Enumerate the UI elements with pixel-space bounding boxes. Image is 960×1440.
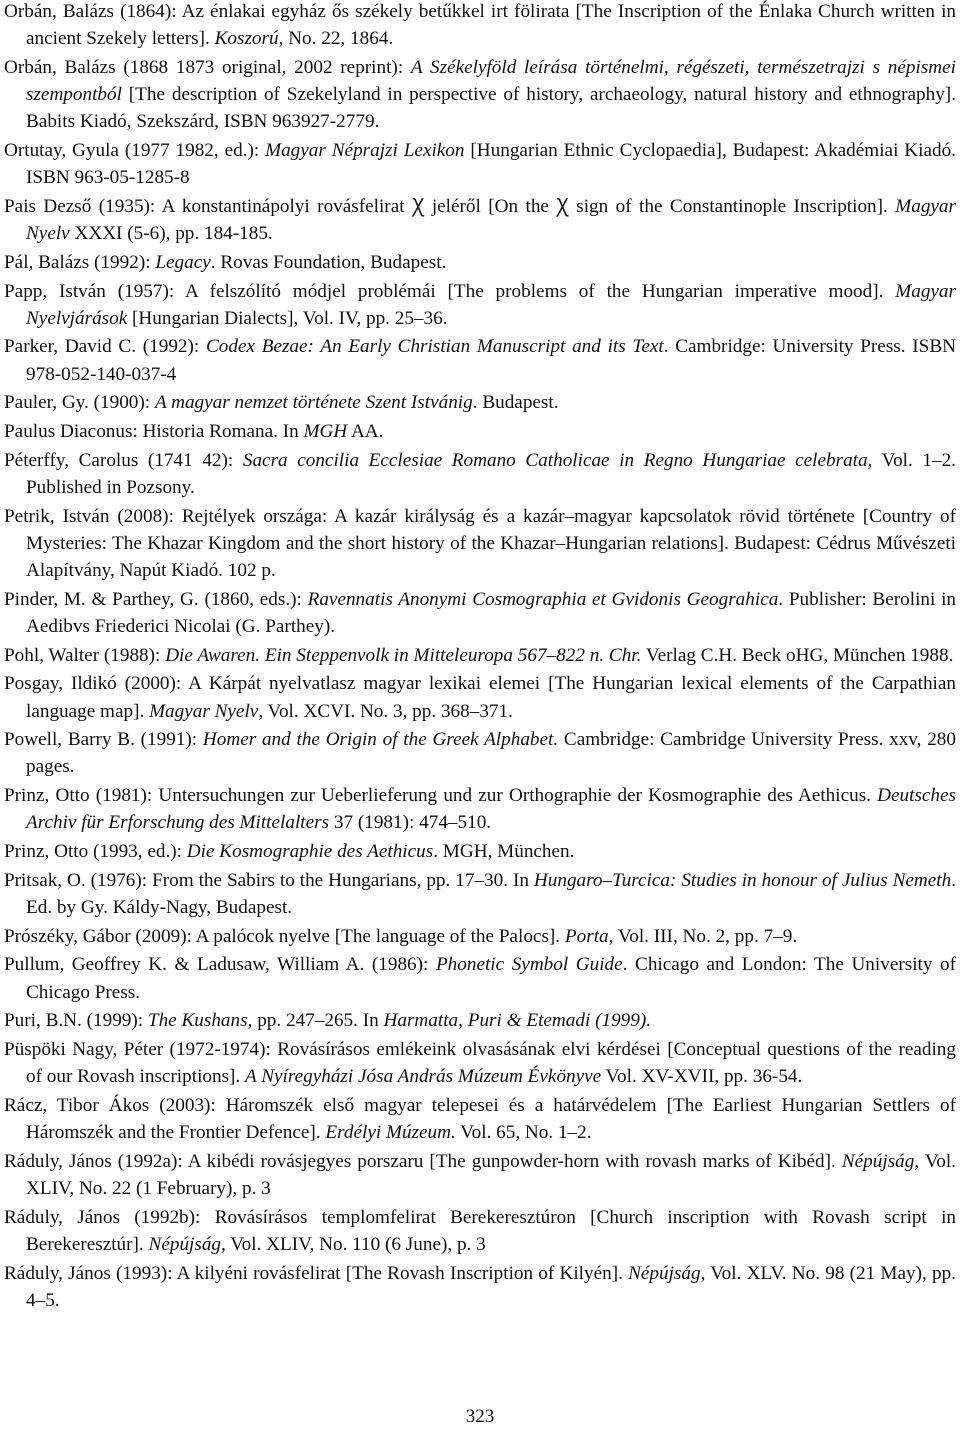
reference-entry	[4, 503, 956, 585]
reference-text: . Chicago and London: The University of Chicago Press.	[26, 954, 957, 1003]
reference-text: Vol. XLIV, No. 110 (6 June), p. 3	[225, 1233, 486, 1255]
reference-text: Pullum, Geoffrey K. & Ladusaw, William A. (1986):	[4, 954, 436, 976]
reference-entry	[4, 1148, 956, 1202]
reference-title-italic: Homer and the Origin of the Greek Alphabet.	[202, 729, 559, 751]
reference-text: . Ed. by Gy. Káldy-Nagy, Budapest.	[26, 869, 957, 918]
reference-text: Ráduly, János (1992a): A kibédi rovásjegyes porszaru [The gunpowder-horn with rovash marks of Kibéd].	[4, 1150, 842, 1172]
reference-text: Pais Dezső (1935): A konstantinápolyi rovásfelirat	[4, 195, 412, 217]
reference-entry	[4, 249, 956, 276]
reference-entry	[4, 642, 956, 669]
reference-entry	[4, 1260, 956, 1314]
reference-text: Vol. XLIV, No. 22 (1 February), p. 3	[26, 1150, 956, 1200]
reference-title-italic: Magyar Nyelv	[26, 195, 956, 245]
reference-text: [The description of Szekelyland in perspective of history, archaeology, natural history and ethnography]. Babits Kiadó, Szekszárd, ISBN 963927-2779.	[26, 84, 956, 133]
reference-entry	[4, 0, 956, 52]
reference-text: Rácz, Tibor Ákos (2003): Háromszék első magyar telepesei és a határvédelem [The Earliest Hungarian Settlers of Háromszék and the Frontier Defence].	[4, 1094, 956, 1144]
reference-entry	[4, 782, 956, 836]
reference-text: , Vol. 1–2. Published in Pozsony.	[26, 449, 956, 498]
reference-entry	[4, 867, 956, 921]
reference-text: Cambridge: Cambridge University Press. xxv, 280 pages.	[26, 729, 956, 778]
reference-title-italic: The Kushans	[147, 1010, 248, 1032]
reference-title-italic: Die Kosmographie des Aethicus	[186, 841, 434, 863]
reference-title-italic: Porta	[564, 925, 609, 947]
reference-text: . MGH, München.	[433, 841, 575, 863]
reference-entry	[4, 1092, 956, 1146]
reference-title-italic: Codex Bezae: An Early Christian Manuscript and its Text	[205, 336, 664, 358]
reference-title-italic: Erdélyi Múzeum.	[325, 1122, 456, 1144]
reference-title-italic: Legacy	[155, 251, 211, 273]
reference-text: 37 (1981): 474–510.	[329, 812, 492, 834]
reference-text: Pauler, Gy. (1900):	[4, 392, 155, 414]
reference-text: jeléről [On the	[424, 195, 557, 217]
reference-text: Ortutay, Gyula (1977 1982, ed.):	[4, 140, 266, 162]
reference-text: , pp. 247–265. In	[247, 1010, 384, 1032]
reference-entry	[4, 447, 956, 501]
reference-entry	[4, 54, 956, 136]
reference-text: Orbán, Balázs (1868 1873 original, 2002 reprint):	[4, 56, 411, 78]
reference-text: Pinder, M. & Parthey, G. (1860, eds.):	[4, 588, 308, 610]
reference-entry	[4, 389, 956, 416]
reference-text: [Hungarian Dialects], Vol. IV, pp. 25–36.	[127, 307, 448, 329]
reference-title-italic: Magyar Nyelv	[149, 700, 259, 722]
reference-entry	[4, 1204, 956, 1258]
reference-text: XXXI (5-6), pp. 184-185.	[69, 223, 273, 245]
reference-title-italic: Koszorú	[214, 28, 279, 50]
page-number: 323	[465, 1406, 495, 1427]
reference-text: , Vol. XCVI. No. 3, pp. 368–371.	[258, 700, 513, 722]
reference-text: . Cambridge: University Press. ISBN 978-052-140-037-4	[26, 336, 956, 385]
reference-text: Prinz, Otto (1981): Untersuchungen zur Ueberlieferung und zur Orthographie der Kosmographie des Aethicus.	[4, 785, 878, 807]
reference-text: Ráduly, János (1992b): Rovásírásos templomfelirat Berekeresztúron [Church inscription with Rovash script in Berekeresztúr].	[4, 1206, 956, 1255]
reference-entry	[4, 726, 956, 780]
reference-text: Pritsak, O. (1976): From the Sabirs to the Hungarians, pp. 17–30. In	[4, 869, 534, 891]
reference-text: AA.	[347, 421, 384, 443]
reference-text: Prószéky, Gábor (2009): A palócok nyelve [The language of the Palocs].	[4, 925, 565, 947]
reference-text: Pál, Balázs (1992):	[4, 251, 156, 273]
reference-title-italic: A Nyíregyházi Jósa András Múzeum Évkönyve	[245, 1066, 602, 1088]
reference-text: Vol. 65, No. 1–2.	[455, 1122, 592, 1144]
reference-title-italic: Sacra concilia Ecclesiae Romano Catholicae in Regno Hungariae celebrata	[242, 449, 868, 471]
reference-text: Paulus Diaconus: Historia Romana. In	[4, 421, 304, 443]
reference-text: Orbán, Balázs (1864): Az énlakai egyház ős székely betűkkel irt fölirata [The Inscription of the Énlaka Church written in ancient Szekely letters].	[4, 1, 956, 50]
reference-title-italic: A magyar nemzet története Szent Istvánig	[154, 392, 473, 414]
reference-entry	[4, 278, 956, 332]
reference-entry	[4, 193, 956, 247]
rovash-sign-glyph: Ꭓ	[556, 195, 569, 217]
reference-text: , No. 22, 1864.	[278, 28, 394, 50]
reference-text: Powell, Barry B. (1991):	[4, 729, 203, 751]
rovash-sign-glyph: Ꭓ	[411, 195, 425, 217]
reference-title-italic: Harmatta, Puri & Etemadi (1999).	[383, 1010, 652, 1032]
reference-title-italic: Népújság	[628, 1262, 701, 1284]
reference-title-italic: Die Awaren. Ein Steppenvolk in Mitteleuropa 567–822 n. Chr.	[165, 644, 642, 666]
reference-text: Posgay, Ildikó (2000): A Kárpát nyelvatlasz magyar lexikai elemei [The Hungarian lexical elements of the Carpathian language map].	[4, 673, 956, 722]
reference-text: . Budapest.	[472, 392, 559, 414]
reference-text: Petrik, István (2008): Rejtélyek országa: A kazár királyság és a kazár–magyar kapcsolatok rövid története [Country of Mysteries: The Khazar Kingdom and the short history of the Khazar–Hungarian relations]. Budapest: Cédrus Művészeti Alapítvány, Napút Kiadó. 102 p.	[4, 505, 956, 582]
reference-entry	[4, 923, 956, 950]
reference-title-italic: Ravennatis Anonymi Cosmographia et Gvidonis Geograhica	[307, 588, 779, 610]
reference-text: Puri, B.N. (1999):	[4, 1010, 148, 1032]
reference-entry	[4, 1036, 956, 1090]
reference-text: Pohl, Walter (1988):	[4, 644, 166, 666]
reference-text: sign of the Constantinople Inscription].	[568, 195, 896, 217]
reference-entry	[4, 586, 956, 640]
reference-entry	[4, 418, 956, 445]
reference-entry	[4, 333, 956, 387]
reference-text: , Vol. XLV. No. 98 (21 May), pp. 4–5.	[26, 1262, 956, 1311]
reference-title-italic: Hungaro–Turcica: Studies in honour of Julius Nemeth	[533, 869, 952, 891]
reference-entry	[4, 670, 956, 724]
reference-title-italic: Magyar Nyelvjárások	[26, 280, 956, 329]
reference-text: Vol. XV-XVII, pp. 36-54.	[601, 1066, 803, 1088]
reference-text: Parker, David C. (1992):	[4, 336, 206, 358]
reference-title-italic: Népújság,	[148, 1233, 226, 1255]
reference-text: Püspöki Nagy, Péter (1972-1974): Rovásírásos emlékeink olvasásának elvi kérdései [Conceptual questions of the reading of our Rovash inscriptions].	[4, 1039, 956, 1088]
reference-text: Prinz, Otto (1993, ed.):	[4, 841, 187, 863]
reference-title-italic: Népújság,	[841, 1150, 920, 1172]
reference-text: . Publisher: Berolini in Aedibvs Friederici Nicolai (G. Parthey).	[26, 588, 956, 637]
reference-entry	[4, 951, 956, 1005]
reference-text: . Rovas Foundation, Budapest.	[210, 251, 447, 273]
reference-text: , Vol. III, No. 2, pp. 7–9.	[608, 925, 798, 947]
reference-text: Péterffy, Carolus (1741 42):	[4, 449, 243, 471]
reference-text: Verlag C.H. Beck oHG, München 1988.	[641, 644, 954, 666]
reference-title-italic: Phonetic Symbol Guide	[435, 954, 623, 976]
reference-title-italic: A Székelyföld leírása történelmi, régészeti, természetrajzi s népismei szempontból	[26, 56, 957, 106]
reference-list	[4, 2, 956, 1316]
reference-entry	[4, 137, 956, 191]
reference-text: Papp, István (1957): A felszólító módjel problémái [The problems of the Hungarian imperative mood].	[4, 280, 896, 302]
reference-title-italic: MGH	[303, 421, 348, 443]
reference-title-italic: Deutsches Archiv für Erforschung des Mittelalters	[26, 785, 956, 834]
reference-text: Ráduly, János (1993): A kilyéni rovásfelirat [The Rovash Inscription of Kilyén].	[4, 1262, 629, 1284]
reference-entry	[4, 838, 956, 865]
reference-text: [Hungarian Ethnic Cyclopaedia], Budapest: Akadémiai Kiadó. ISBN 963-05-1285-8	[26, 140, 956, 189]
reference-entry	[4, 1007, 956, 1034]
reference-title-italic: Magyar Néprajzi Lexikon	[265, 140, 465, 162]
